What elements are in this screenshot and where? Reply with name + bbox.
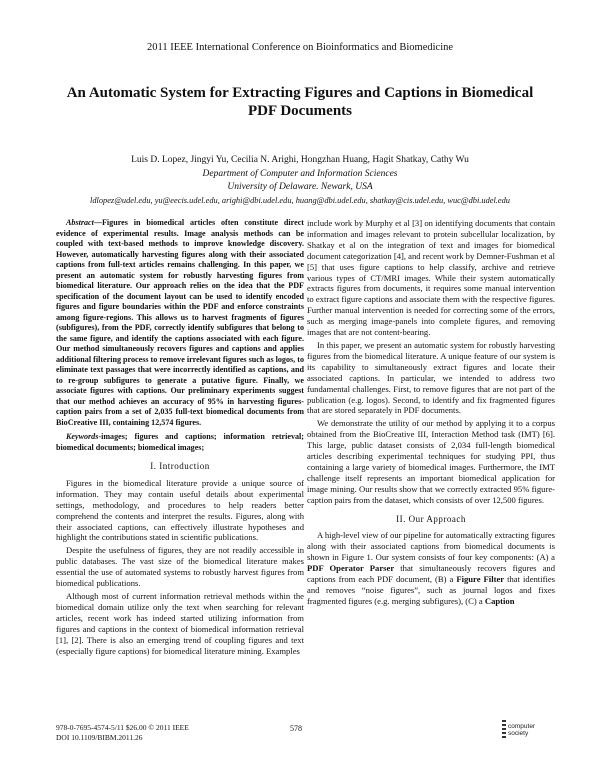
keywords <box>56 432 304 453</box>
author-emails: ldlopez@udel.edu, yu@eecis.udel.edu, arighi@dbi.udel.edu, huang@dbi.udel.edu, shatkay@cis.udel.edu, wuc@dbi.udel.edu <box>90 196 510 205</box>
paragraph: Although most of current information retrieval methods within the biomedical domain utilize only the text when searching for relevant articles, recent work has indeed started utilizing information from figures and captions in the context of biomedical information retrieval [1], [2]. There is also an emerging trend of coupling figures and text (especially figure captions) for biomedical literature mining. Examples <box>56 590 304 656</box>
keywords-text: -images; figures and captions; information retrieval; biomedical documents; biomedical images; <box>56 432 304 452</box>
doi-line: DOI 10.1109/BIBM.2011.26 <box>56 732 143 742</box>
approach-text: that identifies and removes “noise figures”, such as journal logos and fixes fragmented figures (e.g. merging subfigures), (C) a <box>307 574 555 606</box>
page-number: 578 <box>290 724 302 733</box>
keywords-label: Keywords <box>66 432 99 441</box>
abstract-label: Abstract <box>66 218 94 227</box>
authors: Luis D. Lopez, Jingyi Yu, Cecilia N. Arighi, Hongzhan Huang, Hagit Shatkay, Cathy Wu <box>131 155 469 165</box>
abstract <box>56 218 304 428</box>
right-column <box>307 218 555 609</box>
computer-society-logo <box>502 719 546 741</box>
paragraph: include work by Murphy et al [3] on identifying documents that contain information and images relevant to protein subcellular localization, by Shatkay et al on the integration of text and images for biomedical document categorization [4], and recent work by Demner-Fushman et al [5] that uses figure captions to help classify, archive and retrieve various types of CT/MRI images. While their system automatically extracts figures from documents, it requires some manual intervention to extract figure captions and associate them with the respective figures. Further manual intervention is needed for correcting some of the errors, such as merging image-panels into complete figures, and removing images that are not content-bearing. <box>307 218 556 338</box>
paragraph: We demonstrate the utility of our method by applying it to a corpus obtained from the BioCreative III, Interaction Method task (IMT) [6]. This large, public dataset consists of 2,034 full-length biomedical articles describing experimental techniques for studying PPI, thus containing a large variety of biomedical images. Furthermore, the IMT challenge itself represents an important biomedical application for image mining. Our results show that we correctly extracted 95% figure-caption pairs from the dataset, which consists of over 12,500 figures. <box>307 418 555 505</box>
conference-header: 2011 IEEE International Conference on Bioinformatics and Biomedicine <box>146 42 454 53</box>
approach-text: that simultaneously recovers figures and captions from each PDF document, (B) a <box>307 563 555 585</box>
paper-title: An Automatic System for Extracting Figures and Captions in Biomedical PDF Documents <box>66 85 534 119</box>
footer-info <box>56 723 189 742</box>
pdf-operator-parser-term: PDF Operator Parser <box>307 563 395 574</box>
approach-heading: II. Our Approach <box>396 513 466 524</box>
department: Department of Computer and Information Sciences <box>202 169 398 179</box>
paragraph: In this paper, we present an automatic system for robustly harvesting figures from the biomedical literature. A unique feature of our system is its capability to simultaneously extract figures and locate their associated captions. In particular, we intended to address two fundamental challenges. First, to remove figures that are not part of the publication (e.g. logos). Second, to identify and fix fragmented figures that are stored separately in PDF documents. <box>307 339 555 416</box>
logo-bars-icon <box>502 720 506 740</box>
logo-line1: computer <box>508 723 536 730</box>
left-column <box>56 218 304 658</box>
isbn-line: 978-0-7695-4574-5/11 $26.00 © 2011 IEEE <box>56 723 189 732</box>
paragraph: Despite the usefulness of figures, they are not readily accessible in public databases. The vast size of the biomedical literature makes essential the use of automated systems to robustly harvest figures from biomedical publications. <box>56 545 304 589</box>
logo-line2: society <box>508 730 529 737</box>
caption-term: Caption <box>484 595 515 606</box>
approach-paragraph <box>307 530 555 606</box>
abstract-text: —Figures in biomedical articles often constitute direct evidence of experimental results. Image analysis methods can be coupled with text-based methods to improve knowledge discovery. However, automatically harvesting figures along with their associated captions from full-text articles remains challenging. In this paper, we present an automatic system for robustly harvesting figures from biomedical literature. Our approach relies on the idea that the PDF specification of the document layout can be used to identify encoded figures and figure boundaries within the PDF and enforce constraints among figure-regions. This allows us to harvest fragments of figures (subfigures), from the PDF, correctly identify subfigures that belong to the same figure, and identify the captions associated with each figure. Our method simultaneously recovers figures and captions and applies additional filtering process to remove irrelevant figures such as logos, to eliminate text passages that were incorrectly identified as captions, and to re-group subfigures to generate a putative figure. Finally, we associate figures with captions. Our preliminary experiments suggest that our method achieves an accuracy of 95% in harvesting figures-caption pairs from a set of 2,035 full-text biomedical documents from BioCreative III, containing 12,574 figures. <box>56 218 304 427</box>
introduction-heading: I. Introduction <box>150 461 210 471</box>
paragraph: Figures in the biomedical literature provide a unique source of information. They may contain useful details about experimental settings, methodology, and procedures to help readers better comprehend the contents and interpret the results. Figures, along with their associated captions, can effectively illustrate hypotheses and highlight the contributions stated in scientific publications. <box>56 477 304 543</box>
university: University of Delaware. Newark, USA <box>227 182 373 192</box>
approach-text: A high-level view of our pipeline for automatically extracting figures along with their associated captions from biomedical documents is shown in Figure 1. Our system consists of four key components: (A) a <box>307 530 555 563</box>
figure-filter-term: Figure Filter <box>456 574 505 585</box>
